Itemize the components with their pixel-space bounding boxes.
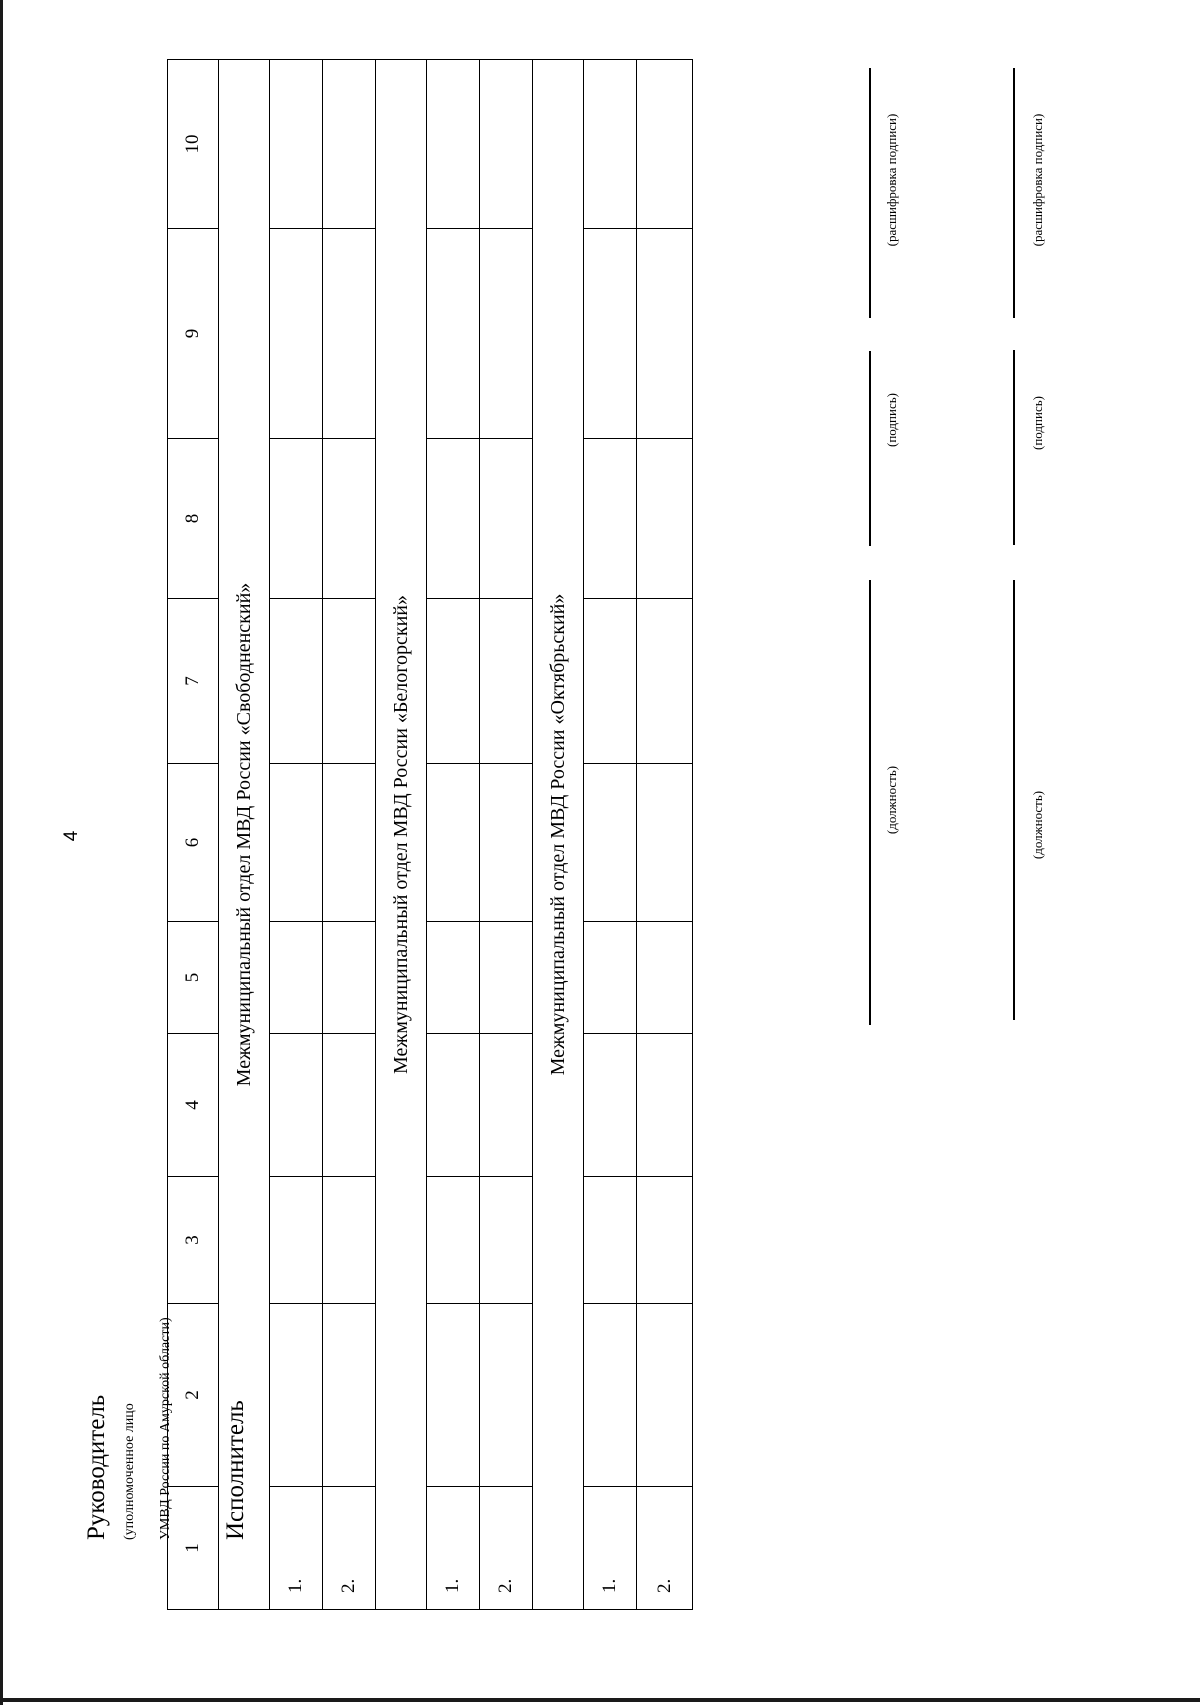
table-cell: [584, 764, 637, 922]
table-cell: [427, 764, 480, 922]
table-cell: [584, 922, 637, 1034]
table-cell: [270, 1304, 323, 1487]
table-cell: [480, 60, 533, 229]
row-number: 1.: [270, 1487, 323, 1610]
head-note-line2: УМВД России по Амурской области): [158, 1317, 173, 1540]
table-cell: [480, 1177, 533, 1304]
table-cell: [323, 1034, 376, 1177]
table-cell: [323, 1304, 376, 1487]
section-row: [376, 60, 427, 1610]
table-cell: [270, 229, 323, 439]
row-number: 2.: [323, 1487, 376, 1610]
table-cell: [427, 599, 480, 764]
table-cell: [637, 599, 693, 764]
table-cell: [637, 60, 693, 229]
table-cell: [427, 439, 480, 599]
table-cell: [427, 1304, 480, 1487]
table-cell: [584, 229, 637, 439]
table-cell: [637, 922, 693, 1034]
table-cell: [323, 922, 376, 1034]
column-header: 2: [168, 1304, 219, 1487]
column-header: 6: [168, 764, 219, 922]
table-cell: [584, 1304, 637, 1487]
head-note-line1: (уполномоченное лицо: [122, 1403, 137, 1540]
table-cell: [323, 60, 376, 229]
table-cell: [427, 1177, 480, 1304]
table-cell: [637, 1034, 693, 1177]
page-number: 4: [61, 830, 82, 842]
section-row: [219, 60, 270, 1610]
column-header: 1: [168, 1487, 219, 1610]
table-cell: [584, 1034, 637, 1177]
table-cell: [584, 599, 637, 764]
column-header: 3: [168, 1177, 219, 1304]
executor-position-caption: (должность): [1030, 790, 1045, 860]
row-number: 1.: [584, 1487, 637, 1610]
table-cell: [427, 60, 480, 229]
table-row: [637, 60, 693, 1610]
head-signature-caption: (подпись): [884, 393, 899, 447]
table-row: [270, 60, 323, 1610]
head-decoding-caption: (расшифровка подписи): [884, 113, 899, 247]
row-number: 2.: [480, 1487, 533, 1610]
section-title: Межмуниципальный отдел МВД России «Свободненский»: [219, 60, 270, 1610]
table-cell: [323, 229, 376, 439]
head-decoding-line: [869, 68, 871, 318]
table-cell: [637, 1304, 693, 1487]
table-cell: [323, 1177, 376, 1304]
table-row: [427, 60, 480, 1610]
table-cell: [480, 764, 533, 922]
table-cell: [480, 439, 533, 599]
column-header: 8: [168, 439, 219, 599]
table-cell: [480, 1034, 533, 1177]
report-table-container: [167, 60, 680, 1610]
executor-decoding-line: [1013, 68, 1015, 318]
head-signature-line: [869, 351, 871, 546]
table-cell: [270, 1177, 323, 1304]
table-cell: [637, 764, 693, 922]
table-cell: [480, 922, 533, 1034]
table-row: [584, 60, 637, 1610]
row-number: 1.: [427, 1487, 480, 1610]
table-cell: [584, 60, 637, 229]
table-cell: [323, 599, 376, 764]
column-header: 4: [168, 1034, 219, 1177]
column-header: 7: [168, 599, 219, 764]
table-row: [323, 60, 376, 1610]
section-title: Межмуниципальный отдел МВД России «Октябрьский»: [533, 60, 584, 1610]
report-table: [167, 59, 693, 1610]
table-header-row: [168, 60, 219, 1610]
table-cell: [584, 1177, 637, 1304]
scan-edge-left: [0, 0, 3, 1705]
section-row: [533, 60, 584, 1610]
row-number: 2.: [637, 1487, 693, 1610]
section-title: Межмуниципальный отдел МВД России «Белогорский»: [376, 60, 427, 1610]
table-cell: [270, 599, 323, 764]
executor-title: Исполнитель: [222, 1400, 249, 1540]
table-cell: [637, 229, 693, 439]
executor-position-line: [1013, 580, 1015, 1020]
table-cell: [637, 439, 693, 599]
table-cell: [427, 1034, 480, 1177]
table-cell: [270, 60, 323, 229]
table-cell: [637, 1177, 693, 1304]
table-cell: [480, 229, 533, 439]
executor-signature-line: [1013, 350, 1015, 545]
scan-edge-bottom: [0, 1698, 1200, 1702]
table-cell: [270, 764, 323, 922]
head-title: Руководитель: [83, 1394, 110, 1540]
table-cell: [480, 1304, 533, 1487]
table-cell: [427, 229, 480, 439]
table-cell: [270, 439, 323, 599]
column-header: 9: [168, 229, 219, 439]
table-cell: [427, 922, 480, 1034]
executor-decoding-caption: (расшифровка подписи): [1030, 113, 1045, 247]
table-cell: [323, 439, 376, 599]
column-header: 10: [168, 60, 219, 229]
table-row: [480, 60, 533, 1610]
table-cell: [323, 764, 376, 922]
executor-signature-caption: (подпись): [1030, 396, 1045, 450]
column-header: 5: [168, 922, 219, 1034]
table-cell: [270, 922, 323, 1034]
table-cell: [270, 1034, 323, 1177]
head-position-caption: (должность): [884, 765, 899, 835]
head-position-line: [869, 580, 871, 1025]
table-cell: [480, 599, 533, 764]
table-cell: [584, 439, 637, 599]
